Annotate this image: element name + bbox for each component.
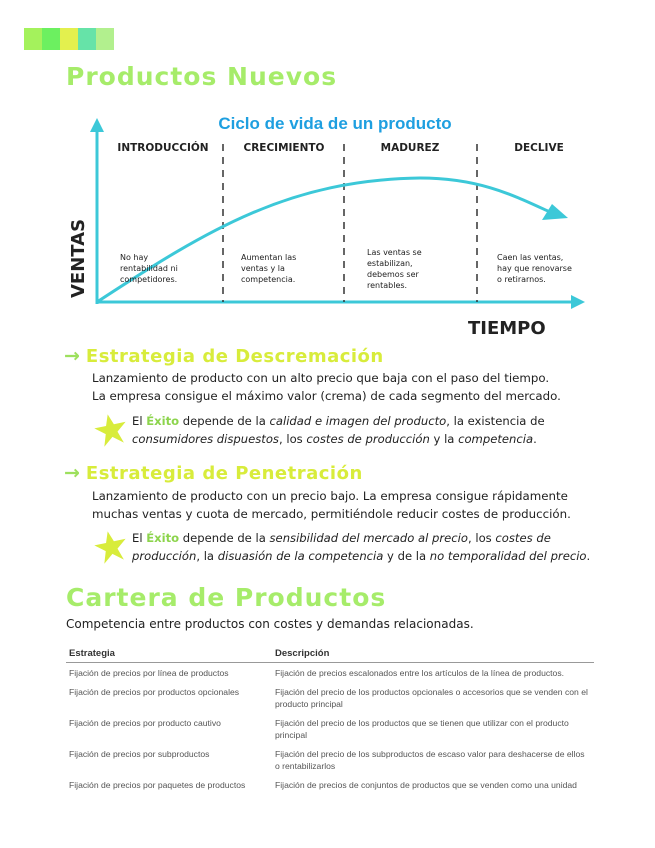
stage-name-crecimiento: CRECIMIENTO (243, 142, 325, 154)
stage-note-line: competidores. (120, 275, 178, 284)
table-row (66, 775, 594, 794)
stage-name-declive: DECLIVE (514, 142, 564, 154)
stage-note-line: estabilizan, (367, 259, 413, 268)
stage-note-line: debemos ser (367, 270, 419, 279)
table-cell: Fijación de precios por producto cautivo (69, 718, 221, 728)
table-row (66, 713, 594, 744)
table-cell: Fijación de precios escalonados entre los artículos de la línea de productos. (275, 668, 565, 678)
chart-title: Ciclo de vida de un producto (218, 114, 452, 133)
table-cell: Fijación de precios de conjuntos de productos que se venden como una unidad (275, 780, 577, 790)
stage-note-line: rentables. (367, 281, 408, 290)
page-title-products: Productos Nuevos (66, 62, 338, 91)
success-note-text: El Éxito depende de la calidad e imagen del producto, la existencia de consumidores dispuestos, los costes de producción y la competencia. (132, 414, 545, 446)
table-cell: Fijación de precios por subproductos (69, 749, 210, 759)
star-icon (92, 412, 130, 448)
swatch (24, 28, 42, 50)
product-life-cycle-chart (60, 108, 600, 340)
star-icon (92, 529, 130, 565)
column-header-descripcion: Descripción (272, 646, 594, 663)
stage-note-line: Aumentan las (241, 253, 297, 262)
heading-penetracion-text: Estrategia de Penetración (85, 463, 363, 484)
swatch (96, 28, 114, 50)
stage-note-line: competencia. (241, 275, 296, 284)
stage-note-line: hay que renovarse (497, 264, 572, 273)
stage-note-line: No hay (120, 253, 149, 262)
stage-name-introduccion: INTRODUCCIÓN (117, 142, 209, 154)
heading-penetracion (64, 463, 363, 484)
sales-curve-arrow (542, 204, 568, 220)
stage-note-line: rentabilidad ni (120, 264, 178, 273)
swatch (78, 28, 96, 50)
stage-note-line: Caen las ventas, (497, 253, 564, 262)
table-row (66, 663, 594, 683)
x-axis-label: TIEMPO (468, 318, 546, 339)
arrow-right-icon: → (64, 345, 80, 367)
stage-note-line: o retirarnos. (497, 275, 546, 284)
text-line: La empresa consigue el máximo valor (crema) de cada segmento del mercado. (92, 389, 561, 403)
stage-note-line: ventas y la (241, 264, 285, 273)
table-row (66, 682, 594, 713)
table-cell: Fijación de precios por paquetes de productos (69, 780, 246, 790)
stage-note-line: Las ventas se (367, 248, 422, 257)
table-cell: Fijación de precios por productos opcionales (69, 687, 240, 697)
table-header-row (66, 646, 594, 663)
table-cell: Fijación de precios por línea de productos (69, 668, 229, 678)
table-cell: Fijación del precio de los subproductos de escaso valor para deshacerse de ellos o rentabilizarlos (275, 749, 585, 771)
text-line: muchas ventas y cuota de mercado, permitiéndole reducir costes de producción. (92, 507, 571, 521)
swatch (42, 28, 60, 50)
page-title-cartera: Cartera de Productos (66, 583, 387, 612)
descremacion-success-note (92, 412, 602, 448)
y-axis-arrow (90, 118, 104, 132)
y-axis-label: VENTAS (68, 218, 89, 298)
success-note-text: El Éxito depende de la sensibilidad del mercado al precio, los costes de producción, la disuasión de la competencia y de la no temporalidad del precio. (132, 531, 591, 563)
table-cell: Fijación del precio de los productos que se tienen que utilizar con el producto principal (275, 718, 569, 740)
cartera-intro: Competencia entre productos con costes y demandas relacionadas. (66, 617, 474, 631)
x-axis-arrow (571, 295, 585, 309)
table-row (66, 744, 594, 775)
heading-descremacion (64, 346, 384, 367)
stage-name-madurez: MADUREZ (380, 142, 440, 154)
penetracion-success-note (92, 529, 602, 565)
swatch (60, 28, 78, 50)
pricing-strategies-table (66, 646, 594, 794)
color-swatch-bar (24, 28, 114, 50)
heading-descremacion-text: Estrategia de Descremación (85, 346, 384, 367)
penetracion-description (92, 487, 612, 523)
column-header-estrategia: Estrategia (66, 646, 272, 663)
text-line: Lanzamiento de producto con un alto precio que baja con el paso del tiempo. (92, 371, 550, 385)
arrow-right-icon: → (64, 462, 80, 484)
text-line: Lanzamiento de producto con un precio bajo. La empresa consigue rápidamente (92, 489, 568, 503)
table-cell: Fijación del precio de los productos opcionales o accesorios que se venden con el producto principal (275, 687, 588, 709)
descremacion-description (92, 369, 612, 405)
